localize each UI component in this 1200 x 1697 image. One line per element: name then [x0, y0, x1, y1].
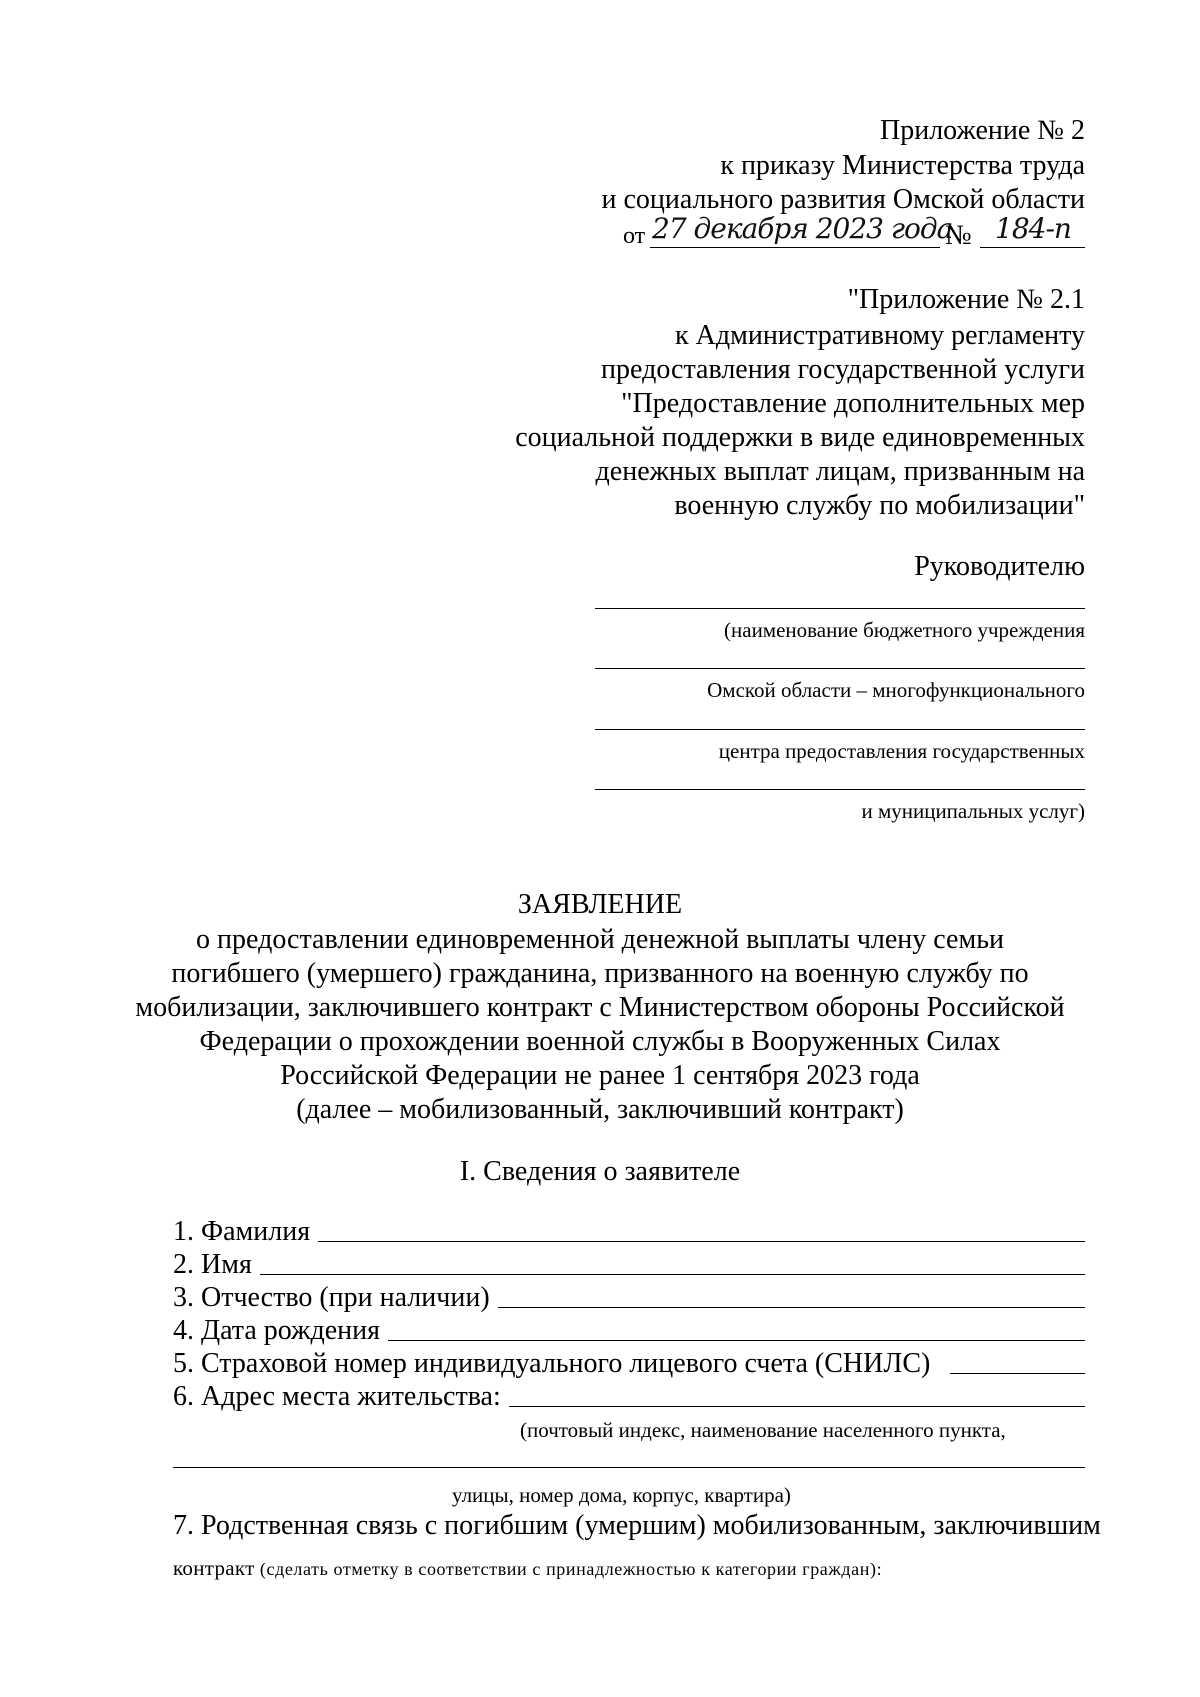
field-address-blank[interactable] [509, 1406, 1085, 1407]
number-underline [980, 247, 1085, 248]
field-surname [173, 1216, 1085, 1248]
address-caption-1: (почтовый индекс, наименование населенного пункта, [520, 1418, 1006, 1442]
field-patronymic-blank[interactable] [498, 1307, 1085, 1308]
date-prefix: от [623, 223, 646, 249]
field-surname-blank[interactable] [318, 1241, 1085, 1242]
regulation-line-5: социальной поддержки в виде единовременных [515, 422, 1085, 453]
addressee-title: Руководителю [914, 551, 1085, 582]
addressee-caption-1: (наименование бюджетного учреждения [724, 618, 1085, 642]
regulation-line-1: "Приложение № 2.1 [847, 284, 1085, 315]
field-name-label: 2. Имя [173, 1249, 252, 1280]
item7-line-1: 7. Родственная связь с погибшим (умершим) мобилизованным, заключившим [173, 1510, 1101, 1541]
address-caption-2: улицы, номер дома, корпус, квартира) [452, 1483, 791, 1507]
item7-word: контракт [173, 1556, 255, 1580]
regulation-line-4: "Предоставление дополнительных мер [621, 388, 1085, 419]
statement-line-6: (далее – мобилизованный, заключивший контракт) [296, 1094, 904, 1125]
handwritten-date: 27 декабря 2023 года [652, 212, 953, 245]
addressee-caption-2: Омской области – многофункционального [707, 678, 1085, 702]
address-blank-2[interactable] [173, 1467, 1085, 1468]
statement-line-2: погибшего (умершего) гражданина, призванного на военную службу по [171, 958, 1029, 989]
field-birth-date-label: 4. Дата рождения [173, 1315, 380, 1346]
handwritten-number: 184-п [995, 212, 1071, 245]
number-sign: № [945, 220, 972, 251]
regulation-line-6: денежных выплат лицам, призванным на [595, 456, 1085, 487]
addressee-blank-2[interactable] [595, 668, 1085, 669]
addressee-caption-3: центра предоставления государственных [718, 739, 1085, 763]
appendix-line-3: и социального развития Омской области [601, 184, 1085, 215]
statement-line-5: Российской Федерации не ранее 1 сентября 2023 года [280, 1060, 920, 1091]
addressee-blank-3[interactable] [595, 729, 1085, 730]
appendix-line-2: к приказу Министерства труда [720, 150, 1085, 181]
field-snils-blank[interactable] [950, 1373, 1085, 1374]
field-address [173, 1381, 1085, 1413]
date-underline [650, 247, 940, 248]
addressee-blank-4[interactable] [595, 789, 1085, 790]
statement-line-3: мобилизации, заключившего контракт с Министерством обороны Российской [135, 992, 1065, 1023]
statement-title: ЗАЯВЛЕНИЕ [517, 889, 683, 920]
field-name-blank[interactable] [260, 1274, 1085, 1275]
addressee-caption-4: и муниципальных услуг) [861, 799, 1085, 823]
addressee-blank-1[interactable] [595, 608, 1085, 609]
field-snils-label: 5. Страховой номер индивидуального лицевого счета (СНИЛС) [173, 1348, 931, 1379]
field-patronymic [173, 1282, 1085, 1314]
field-birth-date-blank[interactable] [388, 1340, 1085, 1341]
field-patronymic-label: 3. Отчество (при наличии) [173, 1282, 490, 1313]
appendix-line-1: Приложение № 2 [880, 115, 1085, 146]
item7-line-2 [173, 1552, 882, 1585]
statement-line-4: Федерации о прохождении военной службы в Вооруженных Силах [199, 1026, 1001, 1057]
field-address-label: 6. Адрес места жительства: [173, 1381, 501, 1412]
field-name [173, 1249, 1085, 1281]
field-snils [173, 1348, 1085, 1380]
section-heading: I. Сведения о заявителе [459, 1156, 741, 1187]
item7-note: (сделать отметку в соответствии с принадлежностью к категории граждан): [259, 1559, 883, 1579]
field-surname-label: 1. Фамилия [173, 1216, 311, 1247]
regulation-line-2: к Административному регламенту [675, 320, 1085, 351]
field-birth-date [173, 1315, 1085, 1347]
regulation-line-3: предоставления государственной услуги [601, 354, 1085, 385]
statement-line-1: о предоставлении единовременной денежной выплаты члену семьи [196, 924, 1004, 955]
regulation-line-7: военную службу по мобилизации" [674, 490, 1085, 521]
